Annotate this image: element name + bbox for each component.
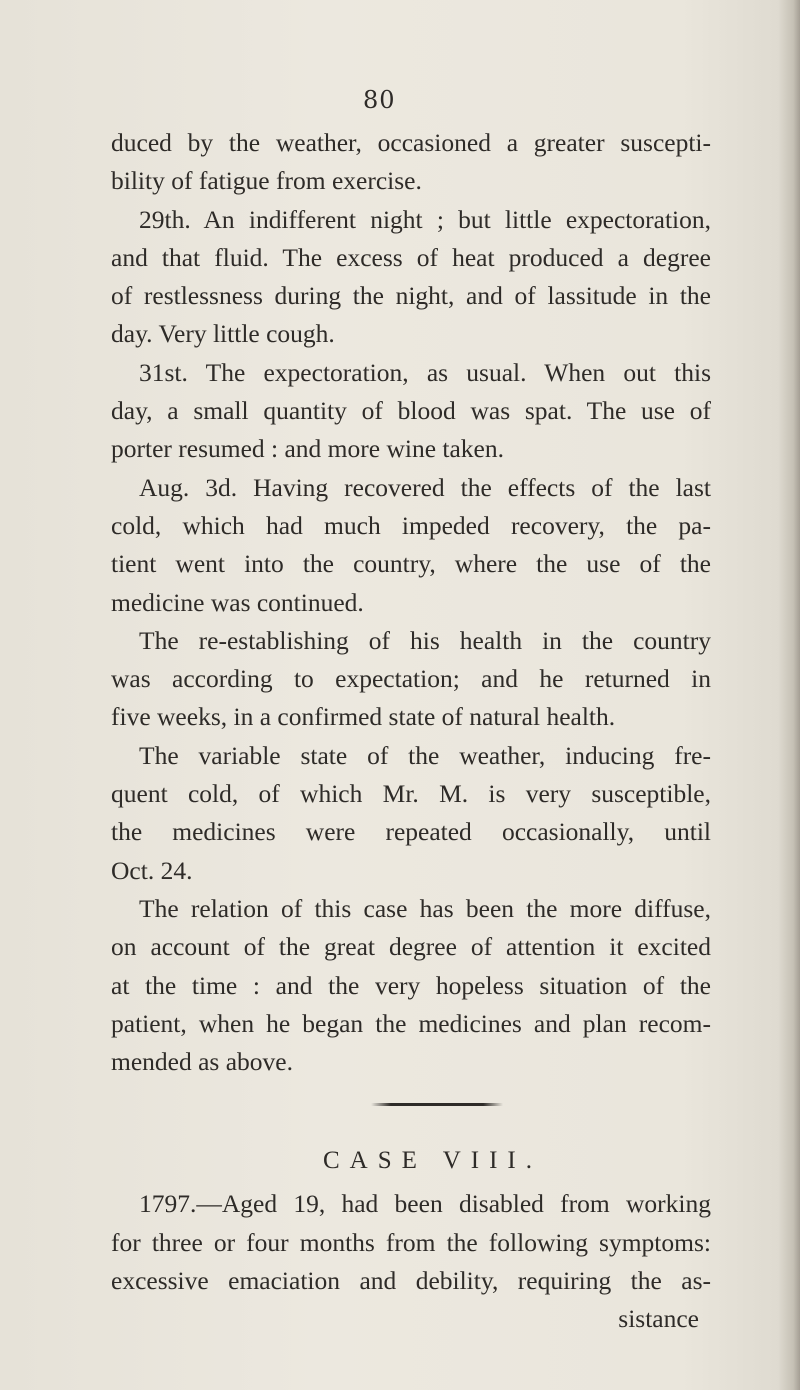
text-line: duced by the weather, occasioned a greater suscepti- xyxy=(111,128,711,157)
section-divider xyxy=(111,1081,711,1137)
case-heading: CASE VIII. xyxy=(323,1147,542,1175)
text-line: for three or four months from the following symptoms: xyxy=(111,1227,711,1257)
page-number: 80 xyxy=(363,86,396,114)
text-line: bility of fatigue from exercise. xyxy=(111,166,422,196)
text-line: patient, when he began the medicines and plan recom- xyxy=(111,1008,711,1038)
text-line: Aug. 3d. Having recovered the effects of the last xyxy=(139,472,711,502)
text-line: porter resumed : and more wine taken. xyxy=(111,434,504,464)
text-line: at the time : and the very hopeless situation of the xyxy=(111,970,711,1000)
text-line: on account of the great degree of attention it excited xyxy=(111,932,711,962)
text-line: was according to expectation; and he returned in xyxy=(111,664,711,694)
text-line: The variable state of the weather, inducing fre- xyxy=(139,740,711,770)
text-line: medicine was continued. xyxy=(111,587,364,617)
text-line: of restlessness during the night, and of lassitude in the xyxy=(111,281,711,311)
text-line: 29th. An indifferent night ; but little expectoration, xyxy=(139,204,711,234)
text-line: The re-establishing of his health in the country xyxy=(139,625,711,655)
page-body xyxy=(111,124,711,1339)
divider-rule xyxy=(371,1103,503,1106)
text-line: Oct. 24. xyxy=(111,855,193,885)
text-line: day. Very little cough. xyxy=(111,319,335,349)
text-line: 31st. The expectoration, as usual. When out this xyxy=(139,357,711,387)
text-line: day, a small quantity of blood was spat. The use of xyxy=(111,396,711,426)
text-line: and that fluid. The excess of heat produced a degree xyxy=(111,242,711,272)
text-line: quent cold, of which Mr. M. is very susceptible, xyxy=(111,779,711,809)
text-line: tient went into the country, where the use of the xyxy=(111,549,711,579)
text-line: 1797.—Aged 19, had been disabled from working xyxy=(139,1189,711,1219)
page-edge-shadow xyxy=(778,0,800,1390)
text-line: The relation of this case has been the more diffuse, xyxy=(139,893,711,923)
text-line: cold, which had much impeded recovery, the pa- xyxy=(111,510,711,540)
catchword: sistance xyxy=(618,1304,699,1334)
text-line: mended as above. xyxy=(111,1047,293,1077)
text-line: five weeks, in a confirmed state of natural health. xyxy=(111,702,616,732)
text-line: the medicines were repeated occasionally, until xyxy=(111,817,711,847)
text-line: excessive emaciation and debility, requiring the as- xyxy=(111,1266,711,1296)
